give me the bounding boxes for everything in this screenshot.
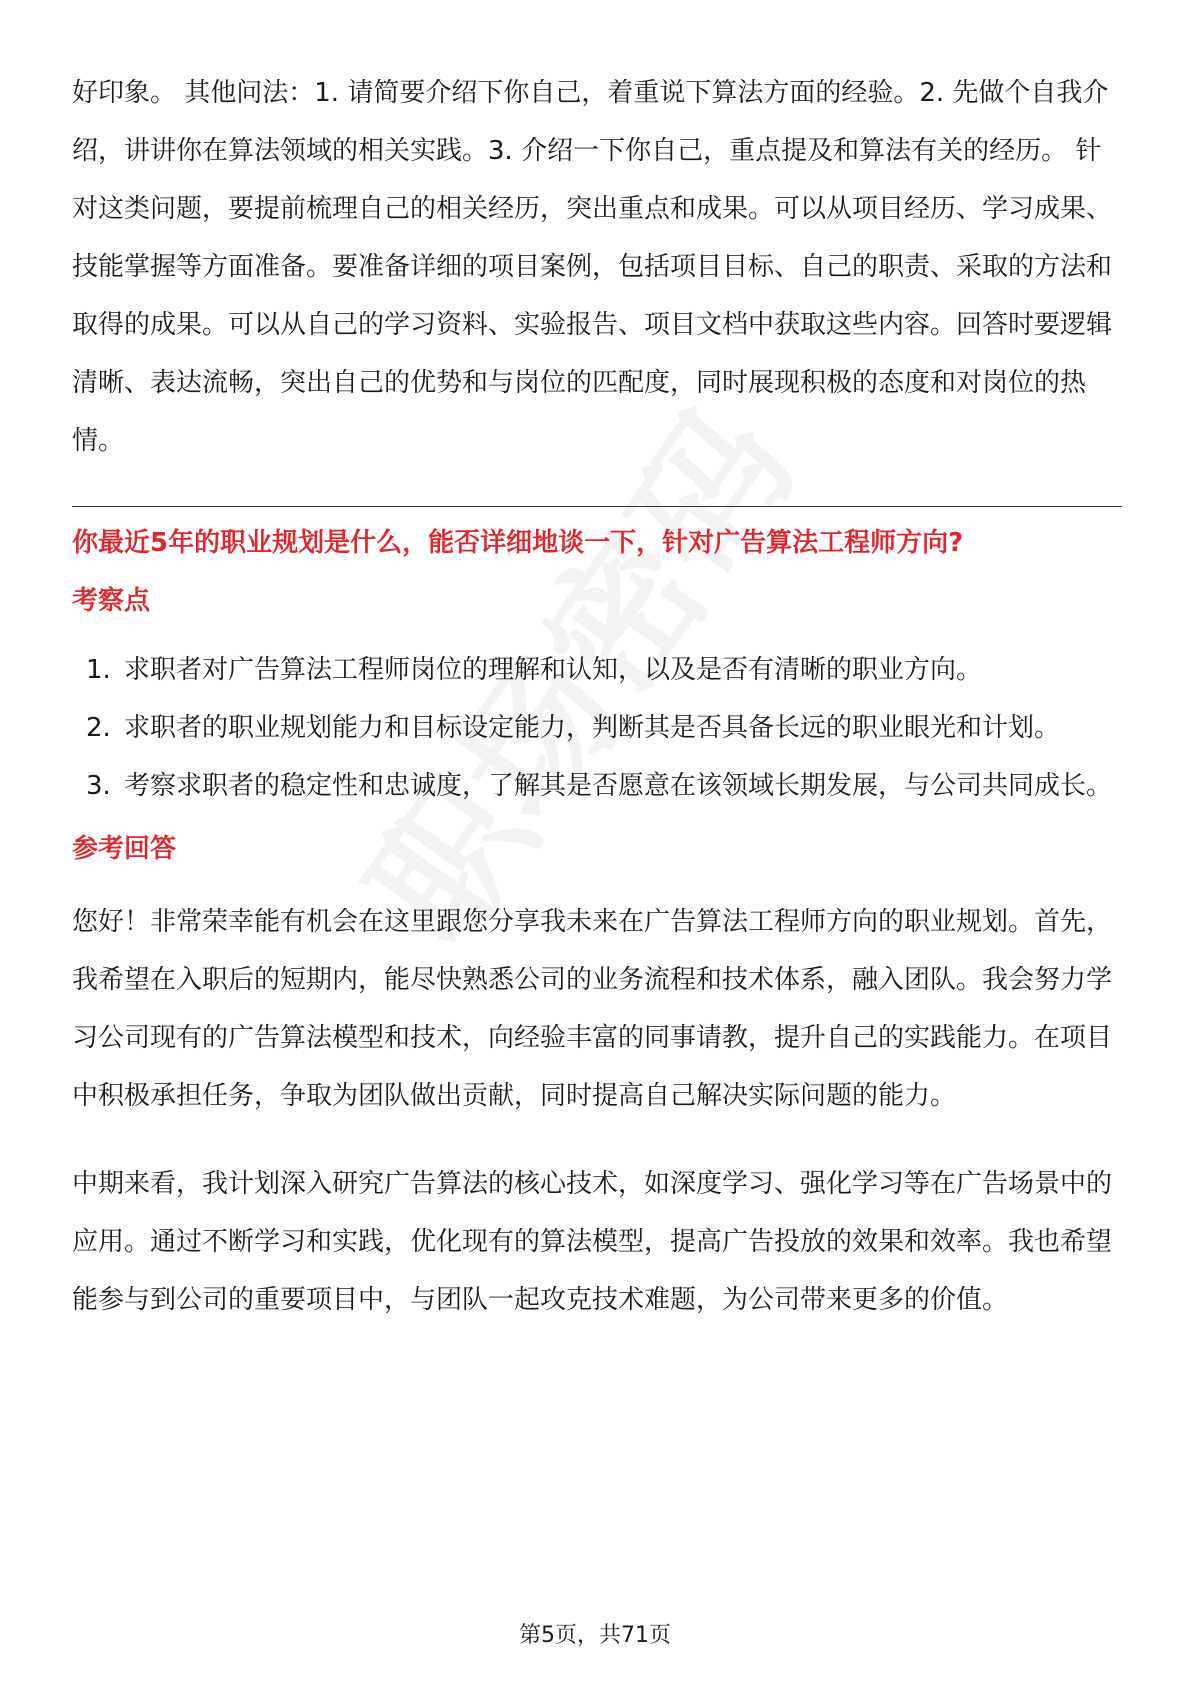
points-list	[72, 641, 1122, 815]
points-title: 考察点	[72, 586, 151, 616]
question-heading: 你最近5年的职业规划是什么，能否详细地谈一下，针对广告算法工程师方向?	[72, 528, 964, 558]
list-item	[72, 641, 1122, 699]
answer-paragraph: 中期来看，我计划深入研究广告算法的核心技术，如深度学习、强化学习等在广告场景中的应用。通过不断学习和实践，优化现有的算法模型，提高广告投放的效果和效率。我也希望能参与到公司的重要项目中，与团队一起攻克技术难题，为公司带来更多的价值。	[72, 1169, 1113, 1315]
list-item	[72, 757, 1122, 815]
page-number: 第5页，共71页	[519, 1623, 671, 1648]
answer-title: 参考回答	[72, 834, 177, 864]
list-item-text: 考察求职者的稳定性和忠诚度，了解其是否愿意在该领域长期发展，与公司共同成长。	[124, 771, 1113, 801]
list-item-text: 求职者的职业规划能力和目标设定能力，判断其是否具备长远的职业眼光和计划。	[124, 713, 1061, 743]
list-item-number: 2.	[86, 713, 111, 743]
list-item-text: 求职者对广告算法工程师岗位的理解和认知，以及是否有清晰的职业方向。	[124, 655, 983, 685]
section-divider	[72, 506, 1122, 507]
list-item	[72, 699, 1122, 757]
answer-paragraph: 您好！非常荣幸能有机会在这里跟您分享我未来在广告算法工程师方向的职业规划。首先，我希望在入职后的短期内，能尽快熟悉公司的业务流程和技术体系，融入团队。我会努力学习公司现有的广告算法模型和技术，向经验丰富的同事请教，提升自己的实践能力。在项目中积极承担任务，争取为团队做出贡献，同时提高自己解决实际问题的能力。	[72, 907, 1113, 1111]
page-content	[72, 64, 1122, 1329]
intro-paragraph: 好印象。 其他问法：1. 请简要介绍下你自己，着重说下算法方面的经验。2. 先做个自我介绍，讲讲你在算法领域的相关实践。3. 介绍一下你自己，重点提及和算法有关的经历。 针对这类问题，要提前梳理自己的相关经历，突出重点和成果。可以从项目经历、学习成果、技能掌握等方面准备。要准备详细的项目案例，包括项目目标、自己的职责、采取的方法和取得的成果。可以从自己的学习资料、实验报告、项目文档中获取这些内容。回答时要逻辑清晰、表达流畅，突出自己的优势和与岗位的匹配度，同时展现积极的态度和对岗位的热情。	[72, 78, 1113, 456]
list-item-number: 1.	[86, 655, 111, 685]
list-item-number: 3.	[86, 771, 111, 801]
